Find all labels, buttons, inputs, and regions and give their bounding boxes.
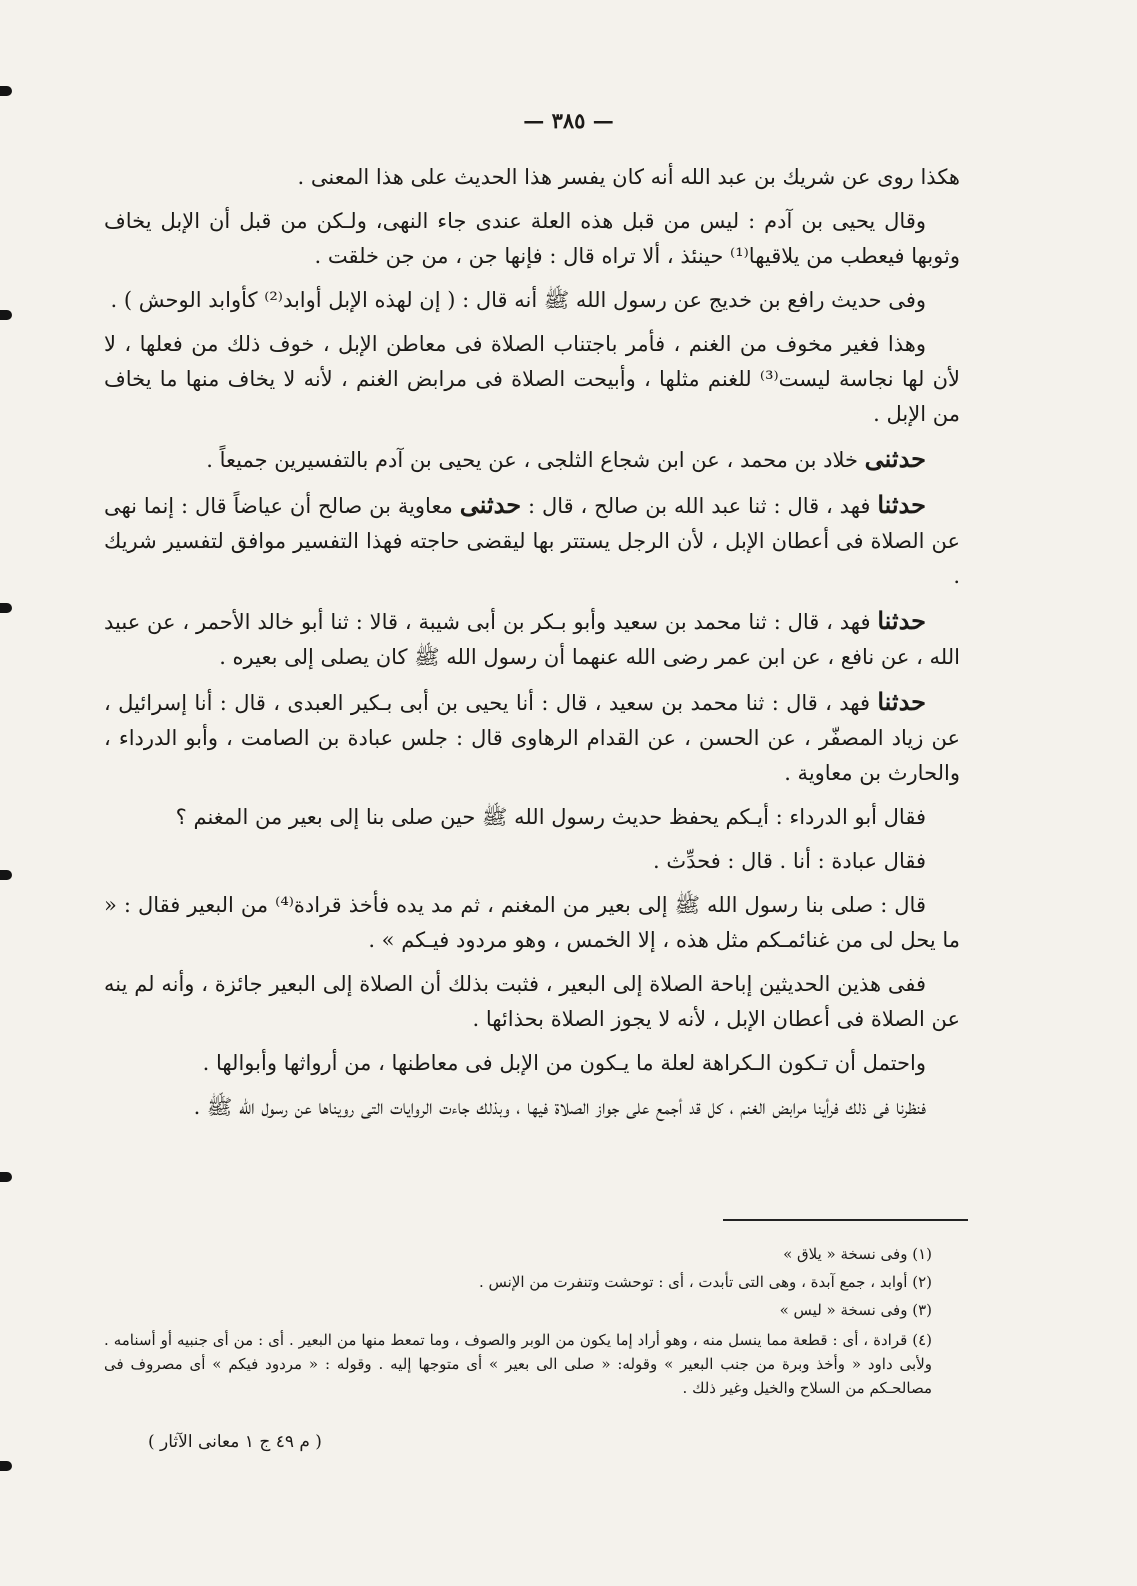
paragraph-text: ففى هذين الحديثين إباحة الصلاة إلى البعير ، فثبت بذلك أن الصلاة إلى البعير جائزة ، وأنه لم ينه عن الصلاة فى أعطان الإبل ، لأنه لا يجوز الصلاة بحذائها . [104,972,960,1031]
paragraph-text: وفى حديث رافع بن خديج عن رسول الله ﷺ أنه قال : ( إن لهذه الإبل أوابد⁽²⁾ كأوابد الوحش ) . [110,288,926,312]
paragraph [104,967,960,1037]
footnotes [104,1242,960,1404]
binding-mark [0,310,12,320]
narration-keyword: حدثنا [877,606,926,635]
narration-keyword: حدثنا [877,687,926,716]
paragraph [104,1090,960,1125]
binding-mark [0,86,12,96]
binding-mark [0,1461,12,1471]
paragraph [104,160,960,195]
paragraph-text: فقال عبادة : أنا . قال : فحدِّث . [653,849,926,873]
paragraph-text: معاوية بن صالح أن عياضاً قال : إنما نهى عن الصلاة فى أعطان الإبل ، لأن الرجل يستتر بها ليقضى حاجته فهذا التفسير موافق لتفسير شريك . [104,494,960,588]
paragraph-text: قال : صلى بنا رسول الله ﷺ إلى بعير من المغنم ، ثم مد يده فأخذ قرادة⁽⁴⁾ من البعير فقال : « ما يحل لى من غنائمـكم مثل هذه ، إلا الخمس ، وهو مردود فيـكم » . [104,893,960,952]
paragraph [104,603,960,675]
narration-keyword: حدثنا [877,490,926,519]
paragraph-text: فنظرنا فى ذلك فرأينا مرابض الغنم ، كل قد أجمع على جواز الصلاة فيها ، وبذلك جاءت الروايات التى رويناها عن رسول الله ﷺ . [193,1095,926,1119]
paragraph-text: فهد ، قال : ثنا محمد بن سعيد ، قال : أنا يحيى بن أبى بـكير العبدى ، قال : أنا إسرائيل ، عن زياد المصفّر ، عن الحسن ، عن القدام الرهاوى قال : جلس عبادة بن الصامت ، وأبو الدرداء ، والحارث بن معاوية . [104,691,960,785]
paragraph [104,441,960,478]
paragraph [104,283,960,318]
binding-mark [0,870,12,880]
paragraph [104,204,960,274]
paragraph-text: خلاد بن محمد ، عن ابن شجاع الثلجى ، عن يحيى بن آدم بالتفسيرين جميعاً . [206,448,858,472]
paragraph [104,844,960,879]
paragraph-text: فهد ، قال : ثنا محمد بن سعيد وأبو بـكر بن أبى شيبة ، قالا : ثنا أبو خالد الأحمر ، عن عبيد الله ، عن نافع ، عن ابن عمر رضى الله عنهما أن رسول الله ﷺ كان يصلى إلى بعيره . [104,610,960,669]
paragraph [104,487,960,594]
narration-keyword: حدثنى [459,490,522,519]
paragraph-text: وهذا فغير مخوف من الغنم ، فأمر باجتناب الصلاة فى معاطن الإبل ، خوف ذلك من فعلها ، لا لأن لها نجاسة ليست⁽³⁾ للغنم مثلها ، وأبيحت الصلاة فى مرابض الغنم ، لأنه لا يخاف منها ما يخاف من الإبل . [104,332,960,426]
page-number: — ٣٨٥ — [523,108,614,133]
signature-reference: ( م ٤٩ ج ١ معانى الآثار ) [148,1432,322,1452]
footnote: (٣) وفى نسخة « ليس » [779,1301,932,1319]
binding-mark [0,1172,12,1182]
paragraph-text: فهد ، قال : ثنا عبد الله بن صالح ، قال : [527,494,871,518]
paragraph [104,1046,960,1081]
binding-mark [0,603,12,613]
paragraph-text: واحتمل أن تـكون الـكراهة لعلة ما يـكون من الإبل فى معاطنها ، من أرواثها وأبوالها . [202,1051,926,1075]
main-text [104,160,960,1134]
paragraph [104,684,960,791]
narration-keyword: حدثنى [864,444,926,473]
footnote: (١) وفى نسخة « يلاق » [783,1245,932,1263]
paragraph [104,327,960,432]
paragraph [104,800,960,835]
paragraph-text: وقال يحيى بن آدم : ليس من قبل هذه العلة عندى جاء النهى، ولـكن من قبل أن الإبل يخاف وثوبها فيعطب من يلاقيها⁽¹⁾ حينئذ ، ألا تراه قال : فإنها جن ، من جن خلقت . [104,209,960,268]
footnote-divider [723,1219,968,1221]
footnote: (٢) أوابد ، جمع آبدة ، وهى التى تأبدت ، أى : توحشت وتنفرت من الإنس . [479,1273,932,1291]
footnote: (٤) قرادة ، أى : قطعة مما ينسل منه ، وهو أراد إما يكون من الوبر والصوف ، وما تمعط منها من البعير . أى : من أى جنبيه أو أسنامه . ولأبى داود « وأخذ وبرة من جنب البعير » وقوله: « صلى الى بعير » أى متوجها إليه . وقوله : « مردود فيكم » أى مصروف فى مصالحـكم من السلاح والخيل وغير ذلك . [104,1331,932,1397]
paragraph-text: فقال أبو الدرداء : أيـكم يحفظ حديث رسول الله ﷺ حين صلى بنا إلى بعير من المغنم ؟ [175,805,926,829]
paragraph-text: هكذا روى عن شريك بن عبد الله أنه كان يفسر هذا الحديث على هذا المعنى . [297,165,960,189]
paragraph [104,888,960,958]
